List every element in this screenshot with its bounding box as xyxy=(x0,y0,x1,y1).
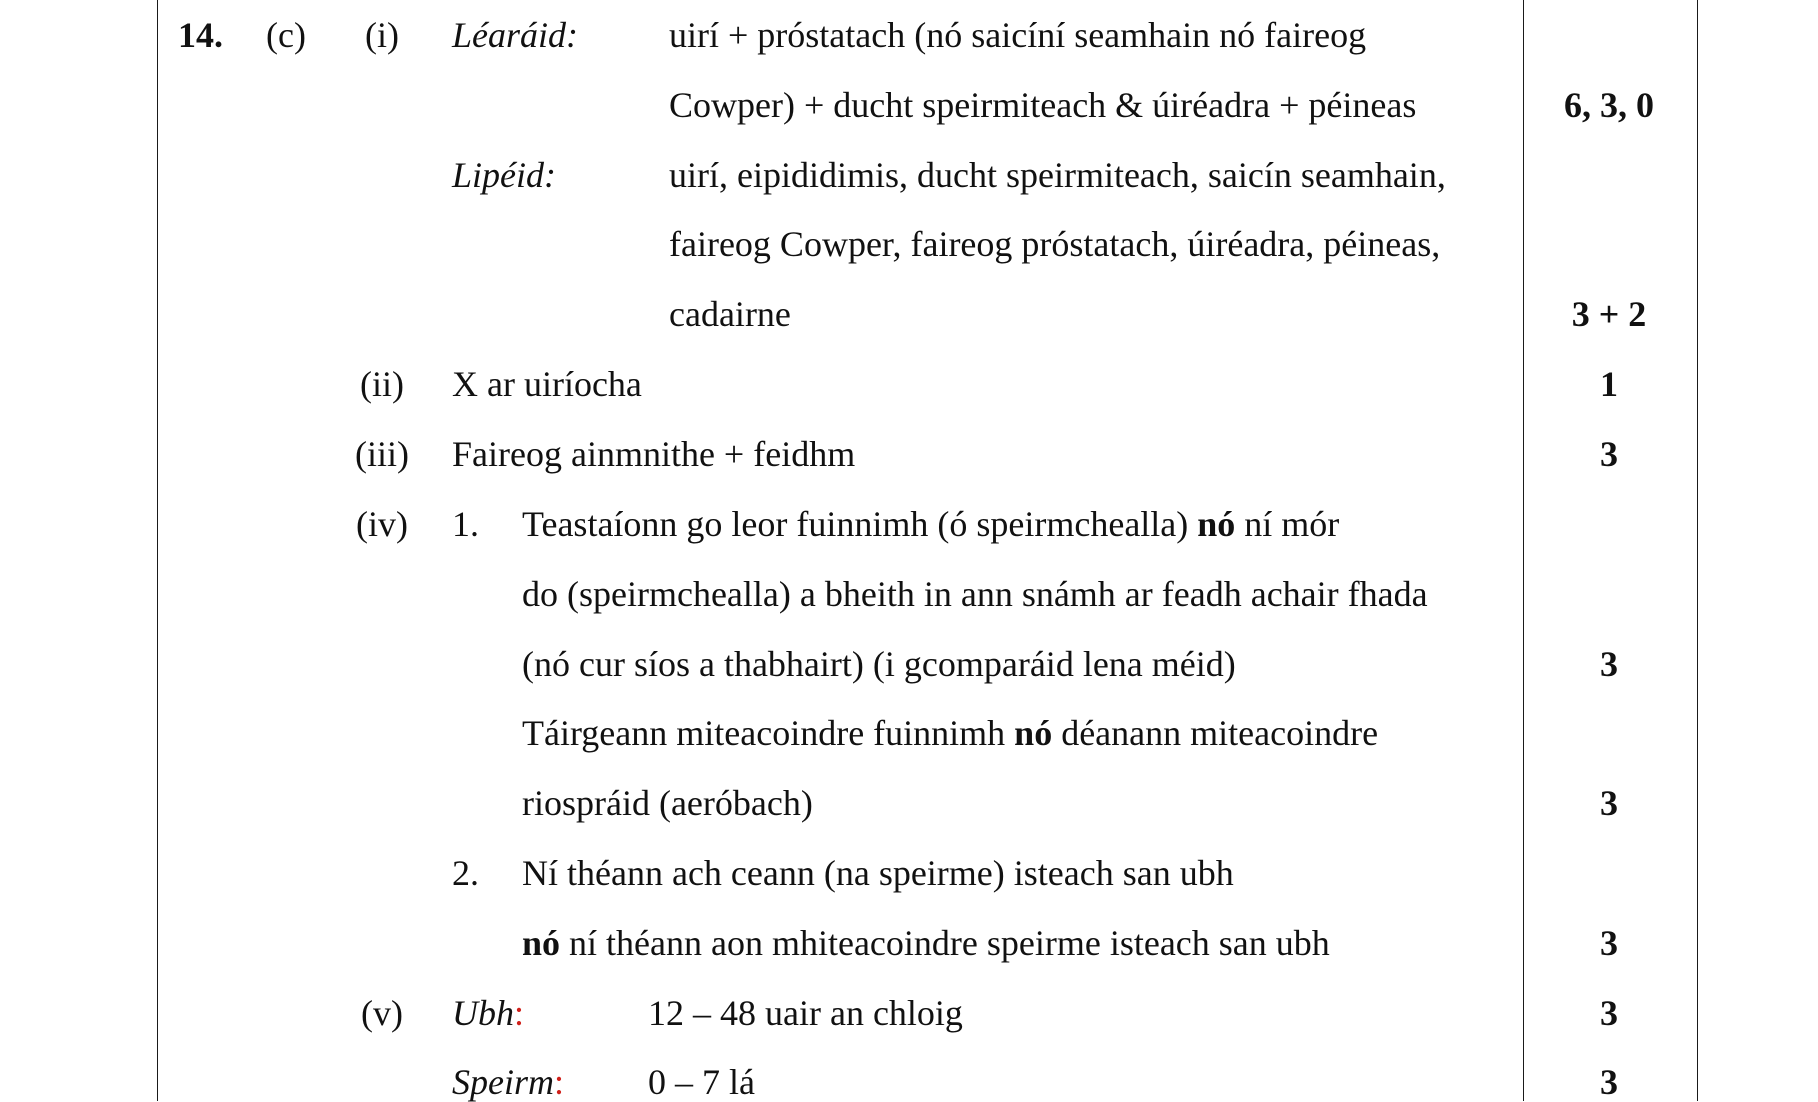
diagram-line-2: Cowper) + ducht speirmiteach & úiréadra + péineas xyxy=(669,85,1417,125)
line-1-end: ní mór xyxy=(1244,504,1340,544)
item-iv-sub-2-marks: 3 xyxy=(1600,923,1618,963)
item-i-label: (i) xyxy=(365,15,399,55)
table-left-border xyxy=(157,0,158,1101)
labels-label: Lipéid: xyxy=(452,155,556,195)
egg-label xyxy=(452,993,524,1033)
item-iv-sub-2-line-2 xyxy=(522,923,1330,963)
or-bold: nó xyxy=(1197,504,1236,544)
item-iii-text: Faireog ainmnithe + feidhm xyxy=(452,434,856,474)
or-bold: nó xyxy=(522,923,561,963)
item-iv-sub-1-line-3: (nó cur síos a thabhairt) (i gcomparáid lena méid) xyxy=(522,644,1236,684)
labels-line-1: uirí, eipididimis, ducht speirmiteach, saicín seamhain, xyxy=(669,155,1446,195)
sperm-label-text: Speirm xyxy=(452,1062,554,1102)
egg-marks: 3 xyxy=(1600,993,1618,1033)
item-ii-label: (ii) xyxy=(360,364,404,404)
item-iv-sub-1-number: 1. xyxy=(452,504,479,544)
item-iv-sub-1-line-1 xyxy=(522,504,1339,544)
item-iv-sub-1-marks-b: 3 xyxy=(1600,783,1618,823)
item-ii-text: X ar uiríocha xyxy=(452,364,642,404)
item-iv-sub-1-line-2: do (speirmchealla) a bheith in ann snámh ar feadh achair fhada xyxy=(522,574,1428,614)
egg-text: 12 – 48 uair an chloig xyxy=(648,993,963,1033)
item-v-label: (v) xyxy=(361,993,403,1033)
item-ii-marks: 1 xyxy=(1600,364,1618,404)
sperm-text: 0 – 7 lá xyxy=(648,1062,755,1102)
question-number: 14. xyxy=(178,15,223,55)
item-iv-sub-1-line-5: riospráid (aeróbach) xyxy=(522,783,813,823)
item-iii-label: (iii) xyxy=(355,434,409,474)
line-4-end: déanann miteacoindre xyxy=(1061,713,1379,753)
item-iv-label: (iv) xyxy=(356,504,408,544)
egg-colon: : xyxy=(514,993,525,1033)
question-part: (c) xyxy=(266,15,306,55)
line-1-start: Teastaíonn go leor fuinnimh (ó speirmchealla) xyxy=(522,504,1189,544)
item-iv-sub-2-line-1: Ní théann ach ceann (na speirme) isteach san ubh xyxy=(522,853,1234,893)
item-iv-sub-2-number: 2. xyxy=(452,853,479,893)
labels-line-3: cadairne xyxy=(669,294,791,334)
diagram-marks: 6, 3, 0 xyxy=(1564,85,1654,125)
sperm-colon: : xyxy=(554,1062,565,1102)
sperm-label xyxy=(452,1062,564,1102)
diagram-label: Léaráid: xyxy=(452,15,578,55)
diagram-line-1: uirí + próstatach (nó saicíní seamhain nó faireog xyxy=(669,15,1367,55)
line-4-start: Táirgeann miteacoindre fuinnimh xyxy=(522,713,1006,753)
labels-marks: 3 + 2 xyxy=(1571,294,1647,334)
line-2-end: ní théann aon mhiteacoindre speirme isteach san ubh xyxy=(569,923,1330,963)
item-iv-sub-1-line-4 xyxy=(522,713,1378,753)
egg-label-text: Ubh xyxy=(452,993,514,1033)
labels-line-2: faireog Cowper, faireog próstatach, úiréadra, péineas, xyxy=(669,224,1441,264)
or-bold: nó xyxy=(1014,713,1053,753)
item-iv-sub-1-marks-a: 3 xyxy=(1600,644,1618,684)
marks-column-right-border xyxy=(1697,0,1698,1101)
sperm-marks: 3 xyxy=(1600,1062,1618,1102)
item-iii-marks: 3 xyxy=(1600,434,1618,474)
